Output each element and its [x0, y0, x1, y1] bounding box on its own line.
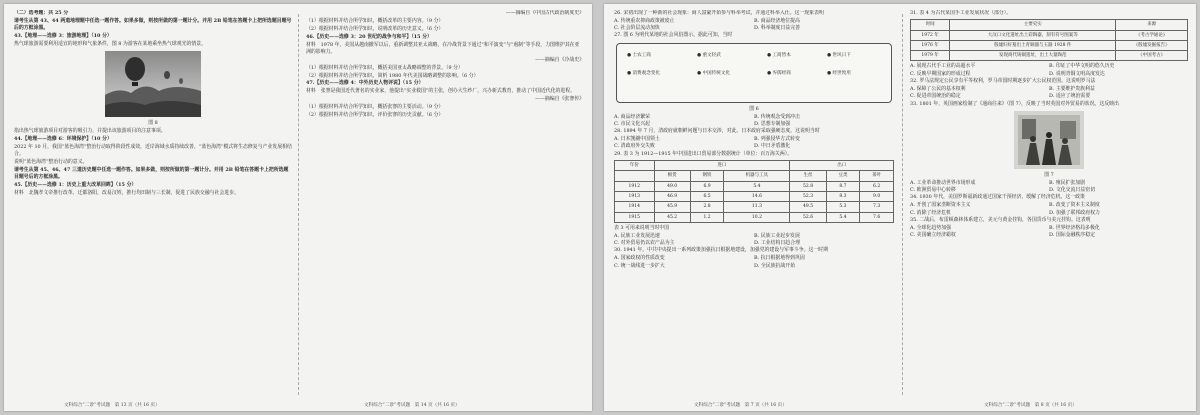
question-27-options [614, 114, 894, 129]
table-header-cell: 时间 [911, 20, 950, 30]
table-cell: 1915 [615, 212, 655, 222]
table-cell: 2.8 [690, 202, 724, 212]
option-c: C. 市民文化兴起 [614, 120, 651, 127]
option-d: D. 全民族抗战开始 [754, 262, 796, 269]
table-cell: 46.9 [654, 191, 690, 201]
option-d: D. 国际金融秩序稳定 [1049, 232, 1095, 239]
banner-item: ● 世风日下 [827, 52, 851, 58]
section-heading: （二）选考题：共 25 分 [14, 10, 69, 16]
question-26-text: 26. 宋初出现了一种新的社会现象：商人富豪开始参与科举考试，并通过科举入仕。这一现象表明 [614, 10, 824, 16]
option-d: D. 适应了统治需要 [1049, 93, 1091, 100]
table-cell: 6.2 [860, 181, 894, 191]
question-46-part-1: （1）根据材料并结合所学知识，概括美国亚太战略调整的背景。（9 分） [306, 64, 463, 71]
table-cell: 1972 年 [911, 30, 950, 40]
right-column-2 [910, 10, 1188, 397]
question-34-text: 34. 1930 年代，美国罗斯福新政通过国家干预经济，缓解了经济危机。这一政策 [910, 194, 1085, 201]
option-a: A. 商品经济繁荣 [614, 113, 650, 120]
left-column-1 [14, 10, 292, 397]
option-d: D. 说明青铜文明高度发达 [1049, 70, 1105, 77]
option-b: B. 主要维护贵族利益 [1049, 85, 1095, 92]
right-column-1 [614, 10, 894, 397]
table-cell: 8.3 [826, 191, 860, 201]
table-subheader-cell: 生丝 [790, 171, 826, 181]
option-a: A. 开创了国家垄断资本主义 [910, 202, 971, 209]
banner-item: ● 消费观念变化 [627, 70, 661, 76]
option-a: A. 展现古代手工业的高超水平 [910, 63, 976, 70]
figure-8-caption: 图 8 [148, 120, 158, 127]
table-row [615, 181, 894, 191]
trade-engraving-illustration [1014, 111, 1084, 169]
table-cell: 6.5 [690, 191, 724, 201]
table-cell: 1913 [615, 191, 655, 201]
table-cell: 《考古学通论》 [1116, 30, 1188, 40]
table-header-cell: 主要史实 [950, 20, 1116, 30]
left-footer-page-14: 文科综合“二诊”考试题 第 14 页（共 16 页） [364, 403, 460, 408]
table-cell: 10.2 [724, 212, 790, 222]
table-subheader-cell: 豆类 [826, 171, 860, 181]
question-33-options [910, 180, 1188, 195]
table-header-cell: 出口 [790, 161, 894, 171]
table-cell: 52.8 [790, 181, 826, 191]
question-31-options [910, 63, 1188, 78]
option-d: D. 文化交流日益密切 [1049, 187, 1095, 194]
table-subheader-cell: 机器与工具 [724, 171, 790, 181]
right-footer-page-8: 文科综合“二诊”考试题 第 8 页（共 16 页） [984, 403, 1077, 408]
left-column-2 [306, 10, 584, 397]
table-row [911, 30, 1188, 40]
table-cell: 1979 年 [911, 51, 950, 61]
table-cell: 5.3 [826, 202, 860, 212]
table-header-cell: 进口 [654, 161, 790, 171]
option-b: B. 世界经济格局多极化 [1049, 224, 1100, 231]
table-cell: 发现商代铸铜遗址，出土大量陶范 [950, 51, 1116, 61]
table-cell: 52.6 [790, 212, 826, 222]
question-28-text: 28. 1894 年 7 月，清政府就朝鲜问题与日本交涉，对此，日本政府采取强硬态度。这说明当时 [614, 128, 820, 135]
banner-item: ● 中国传统文化 [697, 70, 731, 76]
table-subheader-cell: 茶叶 [860, 171, 894, 181]
option-b: B. 列强侵华方式转变 [754, 136, 800, 143]
table-cell: 5.4 [724, 181, 790, 191]
question-31-text: 31. 表 4 为古代某国手工业发展状况（部分）。 [910, 10, 1012, 16]
option-c: C. 消除了经济危机 [910, 209, 951, 216]
banner-item: ● 弃儒经商 [767, 70, 791, 76]
question-29-options [614, 233, 894, 248]
question-45-text: 材料 北魏孝文帝推行改革，迁都洛阳，改易汉姓，推行均田制与三长制，促进了民族交融与社会进步。 [14, 190, 239, 197]
question-44-text: 2022 年 10 月，我国“蓝色海湾”整治行动取得阶段性成效，近岸海域水质持续改善，“蓝色海湾”模式将生态修复与产业发展相结合。 [14, 143, 292, 158]
table-row [615, 191, 894, 201]
question-35-text: 35. 二战后，布雷顿森林体系建立，美元与黄金挂钩，各国货币与美元挂钩。这表明 [910, 216, 1091, 223]
question-29-stem: 表 3 可用来说明当时中国 [614, 224, 670, 231]
table-cell: 9.0 [860, 191, 894, 201]
table-header-cell: 年份 [615, 161, 655, 171]
question-45-part-1: （1）根据材料并结合所学知识，概括改革的主要内容。（9 分） [306, 17, 444, 24]
table-row [615, 212, 894, 222]
table-cell: 8.7 [826, 181, 860, 191]
question-45-source: ——摘编自《中国古代政治制度史》 [505, 10, 584, 16]
question-46-text: 材料 1978 年，美国从越南撤军以后，重新调整其亚太战略，在冷战背景下通过“和平演变”与“遏制”等手段，力图维护其在亚洲的影响力。 [306, 41, 580, 55]
left-footer-page-13: 文科综合“二诊”考试题 第 13 页（共 16 页） [64, 403, 160, 408]
option-c: C. 清政府外交失败 [614, 143, 655, 150]
question-46-source: ——摘编自《冷战史》 [535, 56, 584, 63]
option-b: B. 印证了中华文明的悠久历史 [1049, 63, 1115, 70]
table-cell: 大汶口文化遗址出土彩陶器，刻有符号图案等 [950, 30, 1116, 40]
option-b: B. 商品经济地位提高 [754, 17, 800, 24]
table-cell: 5.4 [826, 212, 860, 222]
question-26-options [614, 18, 894, 33]
question-29-text: 29. 表 3 为 1912—1915 年中国进出口贸易部分数据统计（单位：百万海关两）。 [614, 150, 793, 157]
option-a: A. 工业革命推动世界市场形成 [910, 179, 976, 186]
question-32-text: 32. 罗马法规定公民享有平等权利，罗马帝国时期逐步扩大公民权范围。这说明罗马法 [910, 78, 1096, 85]
option-d: D. 科举制度日益完善 [754, 25, 800, 32]
figure-6-scroll [616, 43, 892, 103]
table-cell: 1.2 [690, 212, 724, 222]
right-footer-page-7: 文科综合“二诊”考试题 第 7 页（共 16 页） [694, 403, 787, 408]
banner-item: ● 工商皆本 [767, 52, 791, 58]
question-43-ask: 指出热气球旅游项目对游客的吸引力，并提出该旅游项目的注意事项。 [14, 128, 166, 135]
table-cell: 11.3 [724, 202, 790, 212]
option-b: B. 抗日根据地得到巩固 [754, 255, 805, 262]
table-cell: 49.0 [654, 181, 690, 191]
table-subheader-cell [615, 171, 655, 181]
question-47-text: 材料 张謇是我国近代著名的实业家，他提出“实业救国”的主张，创办大生纱厂，兴办新式教育，推动了中国近代化的进程。 [306, 88, 576, 95]
figure-7-caption: 图 7 [1044, 171, 1054, 178]
question-35-options [910, 225, 1188, 240]
table-cell: 《中国考古》 [1116, 51, 1188, 61]
table-cell: 45.2 [654, 212, 690, 222]
instruction-geography: 请考生从第 43、44 两道地理题中任选一题作答。如果多做，则按所做的第一题计分。并用 2B 铅笔在答题卡上把所选题目题号后的方框涂黑。 [14, 17, 292, 32]
question-30-text: 30. 1941 年，中共中央提出一系列政策加强抗日根据地建设，加强党的建设与军事斗争。这一时期 [614, 247, 829, 254]
question-34-options [910, 202, 1188, 217]
option-c: C. 美国确立经济霸权 [910, 232, 956, 239]
question-46-title: 46.【历史——选修 3：20 世纪的战争与和平】（15 分） [306, 33, 432, 40]
option-c: C. 反映早期国家的形成过程 [910, 70, 971, 77]
table-3 [614, 160, 894, 223]
option-d: D. 中日矛盾激化 [754, 143, 791, 150]
question-47-part-1: （1）根据材料并结合所学知识，概括张謇的主要活动。（9 分） [306, 104, 444, 111]
table-cell: 14.6 [724, 191, 790, 201]
option-b: B. 殖民扩张加剧 [1049, 179, 1086, 186]
hot-air-balloon-photo [105, 51, 201, 117]
table-cell: 《殷墟发掘报告》 [1116, 40, 1188, 50]
question-46-part-2: （2）根据材料并结合所学知识，简析 1980 年代美国战略调整的影响。（6 分） [306, 72, 479, 79]
question-47-part-2: （2）根据材料并结合所学知识，评价张謇的历史贡献。（6 分） [306, 111, 444, 118]
question-43-title: 43.【地理——选修 3：旅游地理】（10 分） [14, 33, 112, 40]
question-33-text: 33. 1801 年，英国画家绘制了《通商往来》（图 7），反映了当时英国对外贸易的状况。这反映出 [910, 100, 1119, 107]
option-a: A. 全球化趋势加强 [910, 224, 951, 231]
table-row [911, 51, 1188, 61]
table-cell: 7.3 [860, 202, 894, 212]
table-cell: 1976 年 [911, 40, 950, 50]
column-divider [902, 14, 903, 395]
option-c: C. 统一战线进一步扩大 [614, 262, 665, 269]
left-page-spread [4, 4, 592, 411]
banner-item: ● 经世致用 [827, 70, 851, 76]
option-a: A. 保障了公民的基本权利 [910, 85, 966, 92]
option-c: C. 欧洲贸易中心转移 [910, 187, 956, 194]
table-row [615, 202, 894, 212]
question-47-source: ——摘编自《张謇传》 [535, 96, 584, 103]
question-44-ask: 说明“蓝色海湾”整治行动的意义。 [14, 159, 88, 166]
question-32-options [910, 86, 1188, 101]
table-cell: 1914 [615, 202, 655, 212]
table-row [911, 40, 1188, 50]
question-30-options [614, 255, 894, 270]
option-a: A. 国家政权的性质改变 [614, 255, 665, 262]
table-cell: 1912 [615, 181, 655, 191]
table-subheader-cell: 钢铁 [690, 171, 724, 181]
option-c: C. 促进帝国统治的稳定 [910, 93, 961, 100]
question-45-title: 45.【历史——选修 1：历史上重大改革回眸】（15 分） [14, 182, 137, 189]
table-cell: 殷墟妇好墓出土青铜器与玉器 1928 件 [950, 40, 1116, 50]
table-cell: 52.3 [790, 191, 826, 201]
option-b: B. 改变了资本主义制度 [1049, 202, 1100, 209]
option-d: D. 工业结构日趋合理 [754, 240, 800, 247]
table-header-cell: 来源 [1116, 20, 1188, 30]
option-d: D. 加强了联邦政府权力 [1049, 209, 1100, 216]
option-a: A. 传统重农抑商政策被废止 [614, 17, 675, 24]
question-27-text: 27. 图 6 为明代某地的社会风俗图示。据此可知，当时 [614, 32, 733, 39]
banner-item: ● 重文轻武 [697, 52, 721, 58]
question-45-part-2: （2）根据材料并结合所学知识，说明改革的历史意义。（6 分） [306, 25, 444, 32]
table-4 [910, 19, 1188, 61]
right-page-spread [604, 4, 1196, 411]
figure-6-caption: 图 6 [749, 105, 759, 112]
question-44-title: 44.【地理——选修 6：环境保护】（10 分） [14, 136, 112, 143]
option-c: C. 对外贸易仍以农产品为主 [614, 240, 675, 247]
table-subheader-cell: 棉货 [654, 171, 690, 181]
option-b: B. 民族工业起步发展 [754, 232, 800, 239]
table-cell: 49.5 [790, 202, 826, 212]
table-cell: 45.9 [654, 202, 690, 212]
question-47-title: 47.【历史——选修 4：中外历史人物评说】（15 分） [306, 80, 424, 87]
option-c: C. 社会阶层流动加快 [614, 25, 660, 32]
table-cell: 7.6 [860, 212, 894, 222]
option-a: A. 日本觊觎中国领土 [614, 136, 660, 143]
option-b: B. 传统观念受到冲击 [754, 113, 800, 120]
option-a: A. 民族工业发展迅速 [614, 232, 660, 239]
banner-item: ● 士农工商 [627, 52, 651, 58]
instruction-history: 请考生从第 45、46、47 三道历史题中任选一题作答。如果多做，则按所做的第一题计分。并用 2B 铅笔在答题卡上把所选题目题号后的方框涂黑。 [14, 167, 289, 181]
question-43-text: 热气球旅游需要利用适宜的地形和气象条件，图 8 为游客在某地乘坐热气球观光的情景。 [14, 40, 207, 47]
column-divider [298, 14, 299, 395]
option-d: D. 思想专制加强 [754, 120, 791, 127]
question-28-options [614, 136, 894, 151]
table-cell: 6.9 [690, 181, 724, 191]
